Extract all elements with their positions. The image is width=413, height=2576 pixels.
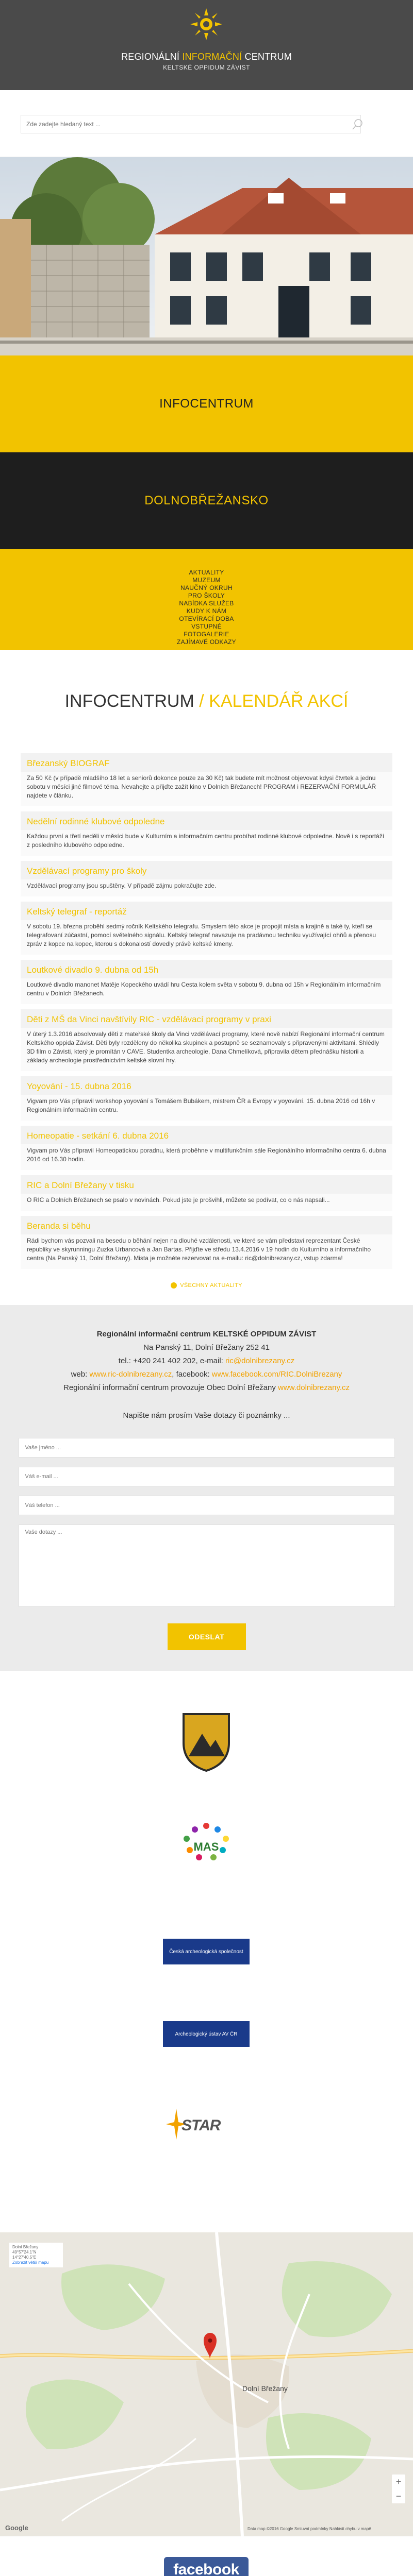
contact-web-line <box>0 1368 413 1381</box>
map-info-box <box>9 2243 63 2267</box>
all-news-label[interactable]: VŠECHNY AKTUALITY <box>180 1282 242 1289</box>
partner-box-1-label: Česká archeologická společnost <box>164 1940 249 1963</box>
article-title[interactable]: Keltský telegraf - reportáž <box>21 902 392 920</box>
nav-zajimave-odkazy[interactable]: ZAJÍMAVÉ ODKAZY <box>177 638 236 646</box>
section-title-part2: KALENDÁŘ AKCÍ <box>209 691 349 711</box>
mas-logo[interactable] <box>165 1818 247 1880</box>
nav-nabidka-sluzeb[interactable]: NABÍDKA SLUŽEB <box>179 600 234 607</box>
contact-operator: Regionální informační centrum provozuje Obec Dolní Břežany <box>63 1383 278 1392</box>
message-field[interactable] <box>19 1524 395 1607</box>
article-item <box>21 902 392 955</box>
partner-box-2-label: Archeologický ústav AV ČR <box>164 2022 249 2046</box>
article-item <box>21 960 392 1004</box>
nav-pro-skoly[interactable]: PRO ŠKOLY <box>188 592 225 599</box>
nav-kudy-k-nam[interactable]: KUDY K NÁM <box>186 607 227 615</box>
article-item <box>21 861 392 896</box>
dolnobrezansko-block[interactable]: DOLNOBŘEŽANSKO <box>0 452 413 549</box>
article-title[interactable]: Beranda si běhu <box>21 1216 392 1234</box>
article-item <box>21 753 392 806</box>
article-title[interactable]: Loutkové divadlo 9. dubna od 15h <box>21 960 392 978</box>
site-title-part1: REGIONÁLNÍ <box>121 52 183 62</box>
article-item <box>21 1076 392 1121</box>
article-text: Vigvam pro Vás připravil Homeopatickou poradnu, která proběhne v multifunkčním sále Regionálního informačního centra 6. dubna 2016 od 16.30 hodin. <box>21 1144 392 1170</box>
name-field[interactable] <box>19 1438 395 1458</box>
article-title[interactable]: Děti z MŠ da Vinci navštívily RIC - vzdělávací programy v praxi <box>21 1009 392 1028</box>
article-text: V sobotu 19. března proběhl sedmý ročník Keltského telegrafu. Smyslem této akce je propojit místa a krajině a také ty, kteří se telegrafovaní zúčastní, pomocí světelného signálu. Keltský telegraf navazuje na pradávnou techniku využívající ohňů a přenosu zpráv z kopce na kopec, kterou s dokonalostí dovedly právě keltské kmeny. <box>21 920 392 955</box>
map-credit: Data map ©2016 Google Smluvní podmínky Nahlásit chybu v mapě <box>247 2527 371 2531</box>
site-title <box>0 52 413 62</box>
star-logo[interactable] <box>166 2109 249 2140</box>
site-title-highlight: INFORMAČNÍ <box>182 52 242 62</box>
mas-text: MAS <box>193 1840 219 1853</box>
partner-box-1[interactable] <box>163 1939 250 1964</box>
star-text: STAR <box>181 2117 221 2134</box>
search-box <box>21 115 361 133</box>
email-field[interactable] <box>19 1467 395 1486</box>
article-list <box>0 722 413 1289</box>
article-item <box>21 1126 392 1170</box>
section-title-part1: INFOCENTRUM <box>64 691 194 711</box>
nav-vstupne[interactable]: VSTUPNÉ <box>191 623 222 630</box>
phone-field[interactable] <box>19 1496 395 1515</box>
shield-logo-icon[interactable] <box>181 1712 231 1773</box>
contact-phone-line <box>0 1354 413 1368</box>
zoom-out-icon[interactable]: − <box>395 2491 402 2501</box>
contact-operator-link[interactable]: www.dolnibrezany.cz <box>278 1383 350 1392</box>
contact-section <box>0 1305 413 1671</box>
zoom-in-icon[interactable]: + <box>395 2477 402 2487</box>
google-map[interactable] <box>0 2232 413 2536</box>
contact-org: Regionální informační centrum KELTSKÉ OPPIDUM ZÁVIST <box>96 1330 317 1338</box>
nav-aktuality[interactable]: AKTUALITY <box>189 569 224 576</box>
search-input[interactable] <box>21 115 331 133</box>
site-subtitle: KELTSKÉ OPPIDUM ZÁVIST <box>163 64 250 71</box>
contact-address: Na Panský 11, Dolní Břežany 252 41 <box>143 1343 270 1352</box>
all-news-link[interactable] <box>21 1282 392 1289</box>
article-item <box>21 811 392 856</box>
contact-operator-line <box>0 1381 413 1395</box>
article-text: Loutkové divadlo manonet Matěje Kopeckého uvádí hru Cesta kolem světa v sobotu 9. dubna od 15h v Regionálním informačním centru v Dolních Břežanech. <box>21 978 392 1004</box>
article-title[interactable]: Vzdělávací programy pro školy <box>21 861 392 879</box>
hero-photo <box>0 157 413 355</box>
article-text: Rádi bychom vás pozvali na besedu o běhání nejen na dlouhé vzdálenosti, ve které se vám představí reprezentant České republiky ve skyrunningu Zuzka Urbancová a Jan Bartas. Přijďte ve středu 13.4.2016 v 19 hodin do Kulturního a informačního centra (Na Panský 11, Dolní Břežany). Mista je možnéte rezervovat na e-mailu: ric@dolnibrezany.cz, vstup zdarma! <box>21 1234 392 1269</box>
contact-facebook-link[interactable]: www.facebook.com/RIC.DolniBrezany <box>211 1370 342 1379</box>
map-canvas[interactable] <box>0 2232 413 2536</box>
infocentrum-block[interactable]: INFOCENTRUM <box>0 355 413 452</box>
site-header <box>0 0 413 90</box>
article-title[interactable]: Březanský BIOGRAF <box>21 753 392 772</box>
map-bigger-link[interactable]: Zobrazit větší mapu <box>12 2260 49 2265</box>
partners-section <box>0 1671 413 2232</box>
section-title-separator: / <box>194 691 209 711</box>
bullet-dot-icon <box>171 1282 177 1289</box>
sun-logo-icon[interactable] <box>188 6 224 42</box>
search-bar <box>0 90 413 157</box>
contact-phone: tel.: +420 241 402 202, e-mail: <box>118 1357 226 1365</box>
nav-naucny-okruh[interactable]: NAUČNÝ OKRUH <box>180 584 233 591</box>
contact-web-label: web: <box>71 1370 90 1379</box>
map-zoom-control[interactable] <box>392 2475 405 2503</box>
article-text: O RIC a Dolních Břežanech se psalo v novinách. Pokud jste je prošvihli, můžete se podívat, co o nás napsali... <box>21 1194 392 1211</box>
google-logo-text: Google <box>5 2524 28 2532</box>
article-text: Za 50 Kč (v případě mladšího 18 let a seniorů dokonce pouze za 30 Kč) tak budete mít možnost objevovat kdysi čtvrtek a jednu sobotu v měsíci jiné filmové téma. Nevahejte a přijďte zažít kino v Dolních Břežanech! PROGRAM i REZERVAČNÍ FORMULÁŘ najdete v článku. <box>21 772 392 806</box>
article-text: V úterý 1.3.2016 absolvovaly děti z mateřské školy da Vinci vzdělávací programy, které nově nabízí Regionální informační centrum Keltského oppida Závist. Děti byly rozděleny do několika skupinek a postupně se seznamovaly s připravenými aktivitami. Shlédly 3D film o Závisti, který je promítán v CAVE. Studentka archeologie, Dana Chmelíková, připravila dětem přednášku historii a základy archeologie prostřednictvím keltské slovní hry. <box>21 1028 392 1071</box>
article-text: Každou první a třetí neděli v měsíci bude v Kulturním a informačním centru probíhat rodinné klubové odpoledne. Nově i s reportáží z posledního klubového odpoledne. <box>21 830 392 856</box>
article-title[interactable]: Homeopatie - setkání 6. dubna 2016 <box>21 1126 392 1144</box>
map-town-label: Dolní Břežany <box>242 2384 288 2393</box>
article-text: Vzdělávací programy jsou spuštěny. V případě zájmu pokračujte zde. <box>21 879 392 896</box>
article-item <box>21 1216 392 1269</box>
article-text: Vigvam pro Vás připravil workshop yoyování s Tomášem Bubákem, mistrem ČR a Evropy v yoyování. 15. dubna 2016 od 16h v Regionálním informačním centru. <box>21 1095 392 1121</box>
nav-fotogalerie[interactable]: FOTOGALERIE <box>184 631 229 638</box>
search-icon[interactable] <box>351 118 364 131</box>
article-item <box>21 1009 392 1071</box>
map-info-line1: Dolní Břežany 49°57'24.1"N 14°27'40.5"E <box>12 2245 39 2260</box>
footer <box>0 2536 413 2576</box>
facebook-icon[interactable]: facebook <box>164 2557 249 2576</box>
contact-form <box>19 1438 395 1650</box>
site-title-part2: CENTRUM <box>242 52 292 62</box>
nav-oteviraci-doba[interactable]: OTEVÍRACÍ DOBA <box>179 615 234 622</box>
submit-button[interactable]: ODESLAT <box>168 1623 246 1650</box>
partner-box-2[interactable] <box>163 2021 250 2047</box>
article-title[interactable]: RIC a Dolní Břežany v tisku <box>21 1175 392 1194</box>
article-title[interactable]: Yoyování - 15. dubna 2016 <box>21 1076 392 1095</box>
contact-web-link[interactable]: www.ric-dolnibrezany.cz <box>89 1370 172 1379</box>
nav-muzeum[interactable]: MUZEUM <box>192 577 221 584</box>
main-nav <box>0 549 413 650</box>
contact-email-link[interactable]: ric@dolnibrezany.cz <box>225 1357 295 1365</box>
form-intro: Napište nám prosím Vaše dotazy či poznámky ... <box>123 1411 290 1420</box>
article-item <box>21 1175 392 1211</box>
article-title[interactable]: Nedělní rodinné klubové odpoledne <box>21 811 392 830</box>
contact-fb-label: , facebook: <box>172 1370 212 1379</box>
section-title <box>0 691 413 722</box>
